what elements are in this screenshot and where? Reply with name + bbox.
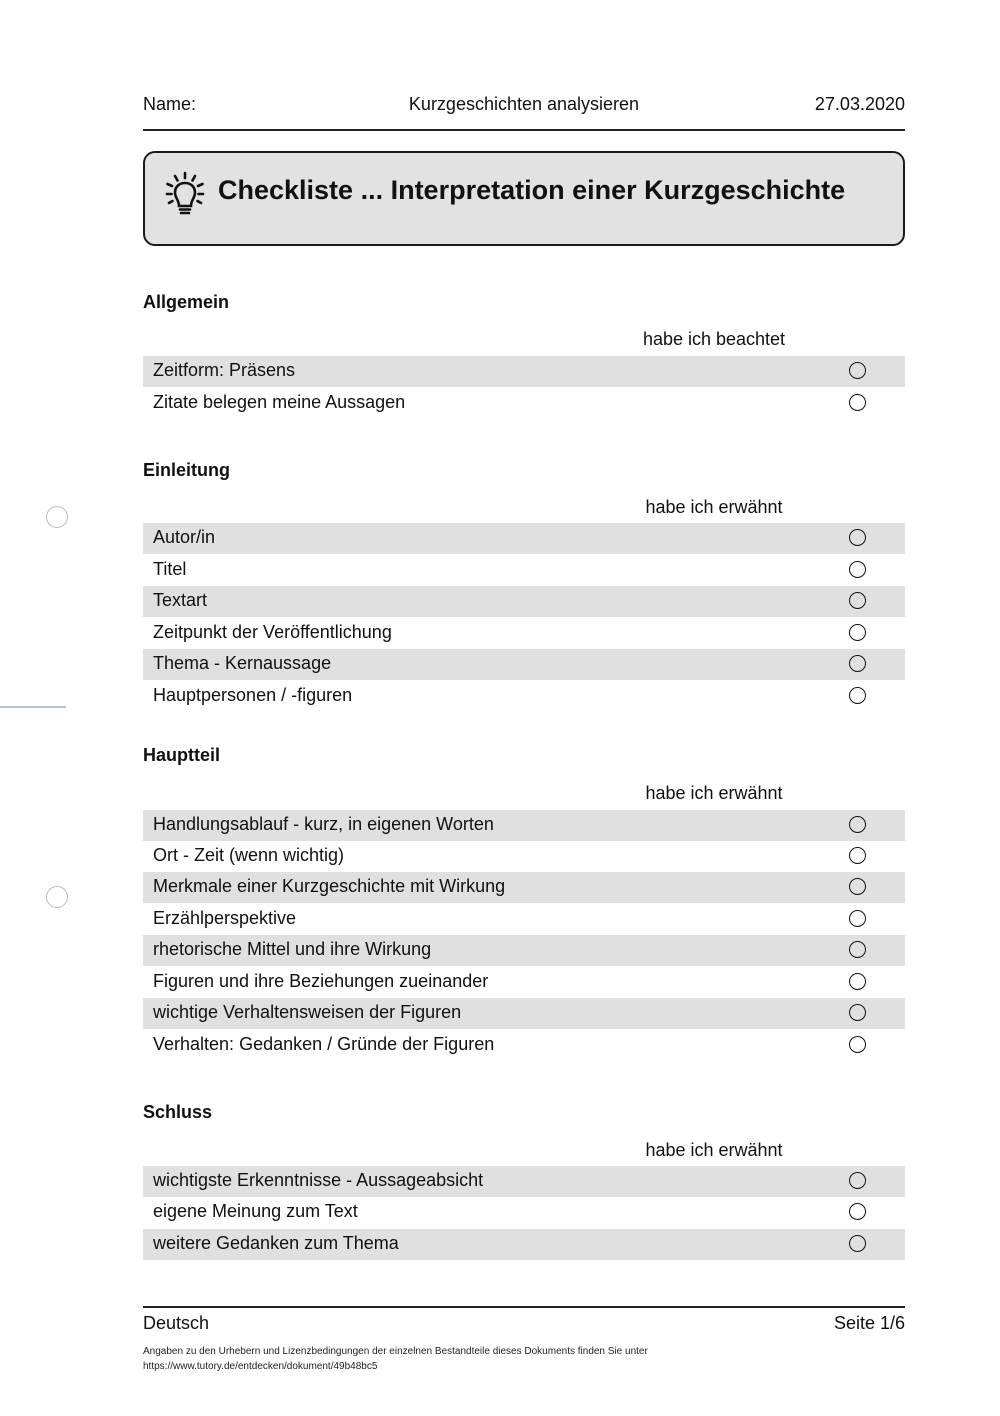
checklist-item-label: Erzählperspektive bbox=[153, 908, 297, 928]
checklist-item-label: wichtigste Erkenntnisse - Aussageabsicht bbox=[153, 1170, 484, 1190]
column-header: habe ich erwähnt bbox=[645, 497, 783, 517]
checklist-row bbox=[143, 872, 905, 903]
checkbox-circle[interactable] bbox=[849, 592, 866, 609]
checkbox-circle[interactable] bbox=[849, 878, 866, 895]
section-title-einleitung: Einleitung bbox=[143, 460, 230, 480]
checkbox-circle[interactable] bbox=[849, 1004, 866, 1021]
checklist-item-label: Verhalten: Gedanken / Gründe der Figuren bbox=[153, 1034, 495, 1054]
checklist-item-label: weitere Gedanken zum Thema bbox=[153, 1233, 399, 1253]
checkbox-circle[interactable] bbox=[849, 1203, 866, 1220]
page-header bbox=[143, 94, 905, 120]
checklist-row bbox=[143, 967, 905, 998]
checkbox-circle[interactable] bbox=[849, 816, 866, 833]
punch-hole-mark bbox=[46, 506, 68, 528]
checklist-item-label: wichtige Verhaltensweisen der Figuren bbox=[153, 1002, 462, 1022]
checkbox-circle[interactable] bbox=[849, 941, 866, 958]
checklist-item-label: Figuren und ihre Beziehungen zueinander bbox=[153, 971, 489, 991]
checklist-row bbox=[143, 681, 905, 712]
license-url: https://www.tutory.de/entdecken/dokument/49b48bc5 bbox=[143, 1361, 378, 1372]
fold-mark bbox=[0, 706, 66, 708]
title-box bbox=[143, 151, 905, 246]
checklist-item-label: Autor/in bbox=[153, 527, 216, 547]
checklist-row bbox=[143, 998, 905, 1029]
checklist-row bbox=[143, 1030, 905, 1061]
license-notice bbox=[143, 1344, 648, 1374]
checkbox-circle[interactable] bbox=[849, 624, 866, 641]
checklist-item-label: Zeitpunkt der Veröffentlichung bbox=[153, 622, 392, 642]
column-header: habe ich erwähnt bbox=[645, 1140, 783, 1160]
checklist-item-label: Zitate belegen meine Aussagen bbox=[153, 392, 406, 412]
checklist-row bbox=[143, 1229, 905, 1260]
checklist-item-label: Titel bbox=[153, 559, 187, 579]
checkbox-circle[interactable] bbox=[849, 687, 866, 704]
checklist-row bbox=[143, 356, 905, 387]
header-divider bbox=[143, 129, 905, 131]
checklist-item-label: eigene Meinung zum Text bbox=[153, 1201, 358, 1221]
name-label: Name: bbox=[143, 94, 197, 114]
license-text: Angaben zu den Urhebern und Lizenzbedingungen der einzelnen Bestandteile dieses Dokuments finden Sie unter bbox=[143, 1346, 648, 1357]
punch-hole-mark bbox=[46, 886, 68, 908]
checkbox-circle[interactable] bbox=[849, 1235, 866, 1252]
checklist-row bbox=[143, 586, 905, 617]
checkbox-circle[interactable] bbox=[849, 973, 866, 990]
checklist-row bbox=[143, 810, 905, 841]
checkbox-circle[interactable] bbox=[849, 1172, 866, 1189]
checklist-row bbox=[143, 523, 905, 554]
checklist-row bbox=[143, 388, 905, 419]
section-title-hauptteil: Hauptteil bbox=[143, 745, 221, 765]
checkbox-circle[interactable] bbox=[849, 529, 866, 546]
footer-subject: Deutsch bbox=[143, 1313, 210, 1333]
checklist-item-label: Textart bbox=[153, 590, 208, 610]
page-number: Seite 1/6 bbox=[833, 1313, 905, 1333]
checkbox-circle[interactable] bbox=[849, 655, 866, 672]
page-title: Checkliste ... Interpretation einer Kurzgeschichte bbox=[218, 175, 846, 205]
checkbox-circle[interactable] bbox=[849, 1036, 866, 1053]
worksheet-topic: Kurzgeschichten analysieren bbox=[408, 94, 640, 114]
checklist-row bbox=[143, 649, 905, 680]
lightbulb-icon bbox=[165, 171, 205, 217]
column-header: habe ich beachtet bbox=[642, 329, 786, 349]
column-header: habe ich erwähnt bbox=[645, 783, 783, 803]
checklist-item-label: Handlungsablauf - kurz, in eigenen Worten bbox=[153, 814, 494, 834]
checkbox-circle[interactable] bbox=[849, 910, 866, 927]
checklist-row bbox=[143, 1166, 905, 1197]
checklist-item-label: Merkmale einer Kurzgeschichte mit Wirkung bbox=[153, 876, 506, 896]
worksheet-date: 27.03.2020 bbox=[814, 94, 905, 114]
checklist-item-label: Ort - Zeit (wenn wichtig) bbox=[153, 845, 345, 865]
checklist-item-label: Zeitform: Präsens bbox=[153, 360, 296, 380]
checklist-row bbox=[143, 935, 905, 966]
checkbox-circle[interactable] bbox=[849, 394, 866, 411]
checklist-row bbox=[143, 904, 905, 935]
checklist-row bbox=[143, 555, 905, 586]
checkbox-circle[interactable] bbox=[849, 847, 866, 864]
footer-divider bbox=[143, 1306, 905, 1308]
checkbox-circle[interactable] bbox=[849, 561, 866, 578]
checkbox-circle[interactable] bbox=[849, 362, 866, 379]
section-title-allgemein: Allgemein bbox=[143, 292, 230, 312]
section-title-schluss: Schluss bbox=[143, 1102, 213, 1122]
checklist-row bbox=[143, 618, 905, 649]
checklist-item-label: rhetorische Mittel und ihre Wirkung bbox=[153, 939, 432, 959]
checklist-row bbox=[143, 1197, 905, 1228]
checklist-row bbox=[143, 841, 905, 872]
checklist-item-label: Hauptpersonen / -figuren bbox=[153, 685, 353, 705]
checklist-item-label: Thema - Kernaussage bbox=[153, 653, 332, 673]
